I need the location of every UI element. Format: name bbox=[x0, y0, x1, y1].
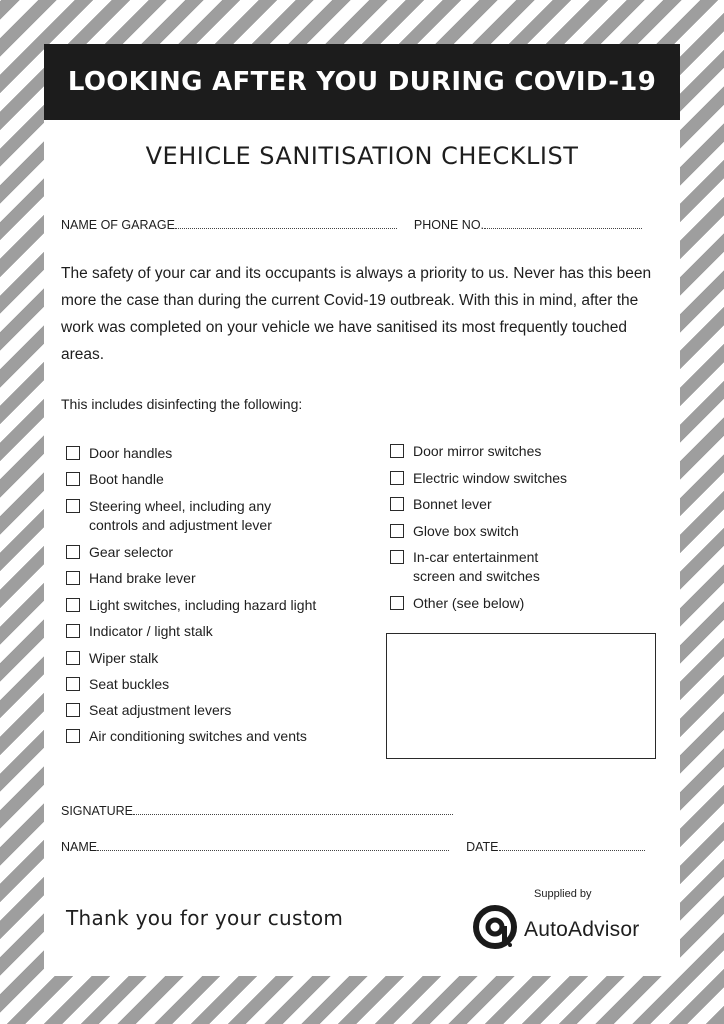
date-field[interactable] bbox=[499, 840, 645, 851]
checklist-item-label: Light switches, including hazard light bbox=[89, 597, 317, 613]
checkbox-icon[interactable] bbox=[66, 545, 80, 559]
page-title: VEHICLE SANITISATION CHECKLIST bbox=[145, 142, 579, 170]
checkbox-icon[interactable] bbox=[66, 703, 80, 717]
checkbox-icon[interactable] bbox=[390, 550, 404, 564]
checklist-item[interactable] bbox=[66, 470, 345, 489]
checkbox-icon[interactable] bbox=[66, 624, 80, 638]
other-notes-box[interactable] bbox=[386, 633, 656, 759]
checkbox-icon[interactable] bbox=[390, 497, 404, 511]
checklist-item-label: Air conditioning switches and vents bbox=[89, 728, 307, 744]
checkbox-icon[interactable] bbox=[66, 729, 80, 743]
checkbox-icon[interactable] bbox=[390, 596, 404, 610]
phone-label: PHONE NO. bbox=[413, 218, 485, 232]
checklist-item-label: Hand brake lever bbox=[89, 570, 196, 586]
checklist-item-label: In-car entertainment screen and switches bbox=[413, 549, 540, 584]
checklist-item[interactable] bbox=[66, 675, 345, 694]
checklist-item-label: Bonnet lever bbox=[413, 496, 492, 512]
name-label: NAME bbox=[61, 840, 98, 854]
checklist-item-label: Other (see below) bbox=[413, 595, 525, 611]
thank-you-message: Thank you for your custom bbox=[66, 906, 344, 930]
checklist-item[interactable] bbox=[390, 522, 643, 541]
signature-row bbox=[61, 804, 453, 818]
checklist-item[interactable] bbox=[390, 469, 643, 488]
name-field[interactable] bbox=[97, 840, 449, 851]
checkbox-icon[interactable] bbox=[390, 444, 404, 458]
checklist-item[interactable] bbox=[390, 495, 643, 514]
checklist-item-label: Electric window switches bbox=[413, 470, 568, 486]
checklist-item[interactable] bbox=[66, 497, 309, 535]
checklist-item[interactable] bbox=[390, 594, 643, 613]
checklist-sheet bbox=[44, 44, 680, 976]
checklist-item-label: Door mirror switches bbox=[413, 443, 542, 459]
checklist-item-label: Door handles bbox=[89, 445, 173, 461]
checklist-item-label: Gear selector bbox=[89, 544, 174, 560]
checklist-item-label: Seat buckles bbox=[89, 676, 170, 692]
checklist-item-label: Boot handle bbox=[89, 471, 164, 487]
brand-name: AutoAdvisor bbox=[524, 917, 640, 941]
name-date-row bbox=[61, 840, 645, 854]
checklist-item[interactable] bbox=[66, 596, 345, 615]
supplied-by-label: Supplied by bbox=[534, 888, 592, 900]
checkbox-icon[interactable] bbox=[66, 571, 80, 585]
checklist-item-label: Indicator / light stalk bbox=[89, 623, 213, 639]
checklist-item-label: Seat adjustment levers bbox=[89, 702, 232, 718]
checklist-item[interactable] bbox=[66, 444, 345, 463]
checkbox-icon[interactable] bbox=[66, 472, 80, 486]
banner-title: LOOKING AFTER YOU DURING COVID-19 bbox=[67, 67, 657, 97]
checklist-item[interactable] bbox=[66, 543, 345, 562]
banner bbox=[44, 44, 680, 120]
checklist-item-label: Wiper stalk bbox=[89, 650, 159, 666]
checklist-item-label: Steering wheel, including any controls and adjustment lever bbox=[89, 498, 272, 533]
checklist-item-label: Glove box switch bbox=[413, 523, 519, 539]
autoadvisor-logo-icon bbox=[472, 904, 518, 955]
checklist-item[interactable] bbox=[390, 548, 573, 586]
checklist-item[interactable] bbox=[66, 701, 345, 720]
includes-heading: This includes disinfecting the following: bbox=[61, 396, 303, 412]
checkbox-icon[interactable] bbox=[66, 446, 80, 460]
checkbox-icon[interactable] bbox=[66, 677, 80, 691]
checkbox-icon[interactable] bbox=[66, 499, 80, 513]
checklist-item[interactable] bbox=[66, 649, 345, 668]
intro-paragraph: The safety of your car and its occupants is always a priority to us. Never has this been more the case than during the current Covid-19 outbreak. With this in mind, after the work was completed on your vehicle we have sanitised its most frequently touched areas. bbox=[61, 265, 652, 363]
garage-label: NAME OF GARAGE bbox=[61, 218, 175, 232]
signature-field[interactable] bbox=[133, 804, 453, 815]
checklist-item[interactable] bbox=[66, 622, 345, 641]
signature-label: SIGNATURE bbox=[61, 804, 133, 818]
phone-field[interactable] bbox=[484, 218, 642, 229]
checkbox-icon[interactable] bbox=[390, 471, 404, 485]
checkbox-icon[interactable] bbox=[66, 598, 80, 612]
date-label: DATE bbox=[466, 840, 499, 854]
checkbox-icon[interactable] bbox=[390, 524, 404, 538]
checklist-item[interactable] bbox=[66, 569, 345, 588]
checklist-item[interactable] bbox=[390, 442, 643, 461]
garage-phone-row bbox=[61, 218, 642, 232]
garage-field[interactable] bbox=[175, 218, 397, 229]
checkbox-icon[interactable] bbox=[66, 651, 80, 665]
checklist-item[interactable] bbox=[66, 727, 345, 746]
brand-logo bbox=[472, 904, 639, 955]
